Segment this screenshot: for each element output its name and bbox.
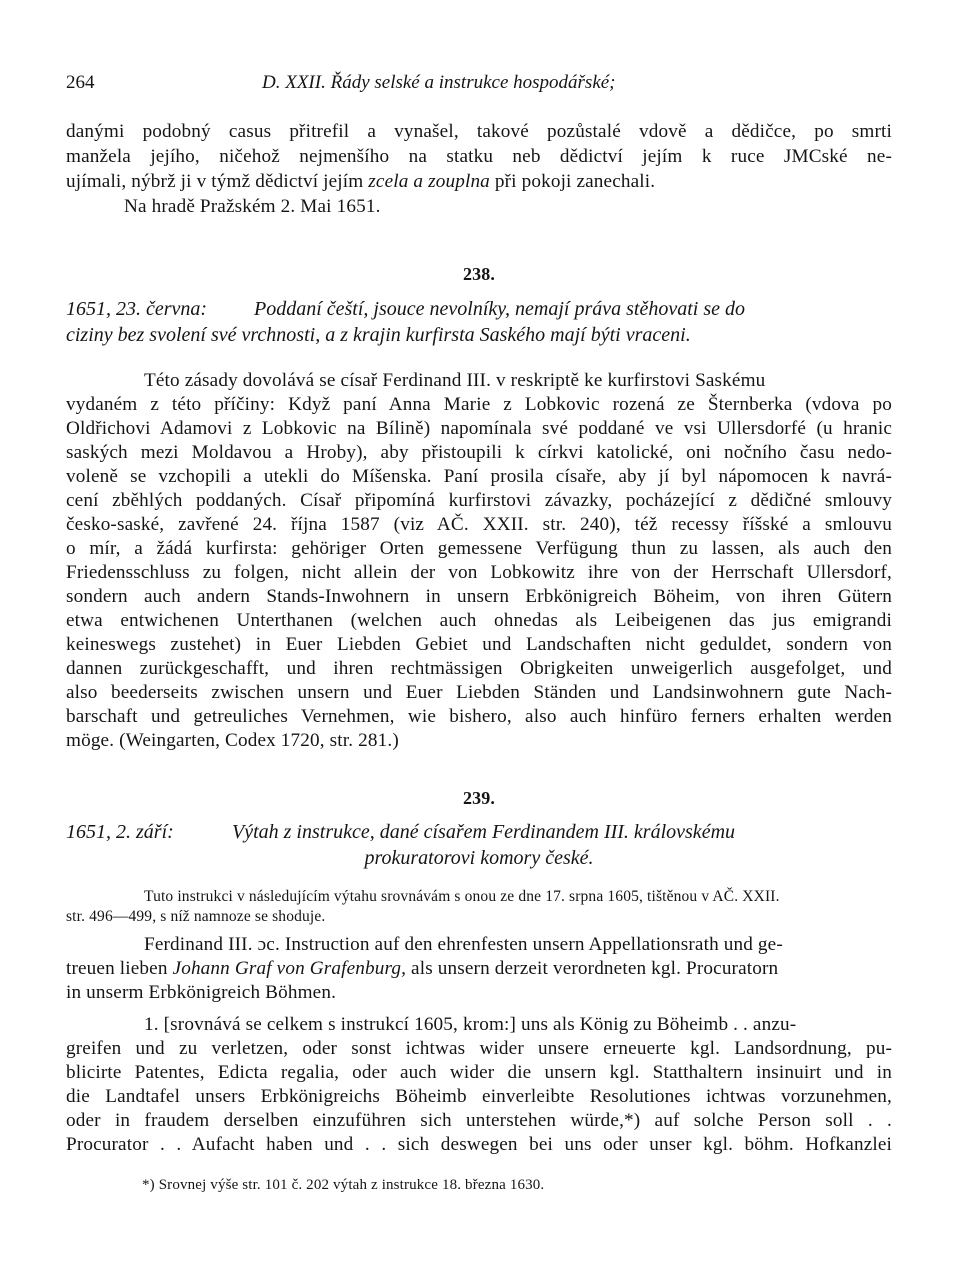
paragraph-line: oder in fraudem derselben einzuführen sich unterstehen würde,*) auf solche Person soll . . (66, 1110, 892, 1131)
paragraph-line: die Landtafel unsers Erbkönigreichs Böheimb einverleibte Resolutiones ichtwas vorzunehmen, (66, 1086, 892, 1107)
regest-title (66, 297, 892, 322)
paragraph-line: etwa entwichenen Unterthanen (welchen auch ohnedas als Leibeigenen das jus emigrandi (66, 610, 892, 631)
paragraph-line: o mír, a žádá kurfirsta: gehöriger Orten gemessene Verfügung thun zu lassen, als auch den (66, 538, 892, 559)
paragraph-line: sondern auch andern Stands-Inwohnern in unsern Erbkönigreich Böheim, von ihren Gütern (66, 586, 892, 607)
regest-title-line: Poddaní čeští, jsouce nevolníky, nemají práva stěhovati se do (254, 298, 745, 320)
regest-title-line: prokuratorovi komory české. (364, 847, 594, 869)
text-line: danými podobný casus přitrefil a vynašel, takové pozůstalé vdově a dědičce, po smrti (66, 121, 892, 142)
text-line: manžela jejího, ničehož nejmenšího na statku neb dědictví jejím k ruce JMCské ne- (66, 146, 892, 167)
paragraph-line: greifen und zu verletzen, oder sonst ichtwas wider unsere erneuerte kgl. Landsordnung, pu- (66, 1038, 892, 1059)
document-number: 238. (462, 264, 496, 284)
paragraph-line: saských mezi Moldavou a Hroby), aby přistoupili k církvi katolické, oni nočního času nedo- (66, 442, 892, 463)
paragraph-line: česko-saské, zavřené 24. října 1587 (viz AČ. XXII. str. 240), též recessy říšské a smlouvu (66, 514, 892, 535)
regest-title-line: ciziny bez svolení své vrchnosti, a z krajin kurfirsta Saského mají býti vraceni. (66, 324, 691, 346)
paragraph-line: keineswegs zustehet) in Euer Liebden Gebiet und Landschaften nicht geduldet, sondern von (66, 634, 892, 655)
place-date-line: Na hradě Pražském 2. Mai 1651. (124, 196, 381, 217)
paragraph-line: Procurator . . Aufacht haben und . . sich deswegen bei uns oder unser kgl. böhm. Hofkanzlei (66, 1134, 892, 1155)
paragraph-line: möge. (Weingarten, Codex 1720, str. 281.) (66, 730, 399, 751)
source-note-line: Tuto instrukci v následujícím výtahu srovnávám s onou ze dne 17. srpna 1605, tištěnou v AČ. XXII. (144, 888, 780, 905)
source-note-line: str. 496—499, s níž namnoze se shoduje. (66, 908, 326, 925)
regest-title (66, 820, 892, 845)
paragraph-line: barschaft und getreuliches Vernehmen, wie bishero, also auch hinfüro ferners erhalten werden (66, 706, 892, 727)
paragraph-line: Ferdinand III. ɔc. Instruction auf den ehrenfesten unsern Appellationsrath und ge- (144, 934, 783, 955)
paragraph-line: cení zběhlých poddaných. Císař připomíná kurfirstovi závazky, pocházející z dědičné smlouvy (66, 490, 892, 511)
text-line: ujímali, nýbrž ji v týmž dědictví jejím zcela a zouplna při pokoji zanechali. (66, 171, 656, 192)
regest-title-line: Výtah z instrukce, dané císařem Ferdinandem III. královskému (232, 821, 736, 843)
paragraph-line: treuen lieben Johann Graf von Grafenburg, als unsern derzeit verordneten kgl. Procuratorn (66, 958, 779, 979)
paragraph-line: voleně se vzchopili a utekli do Míšenska. Paní prosila císaře, aby jí byl nápomocen k navrá- (66, 466, 892, 487)
running-title: D. XXII. Řády selské a instrukce hospodářské; (262, 72, 616, 93)
paragraph-line: 1. [srovnává se celkem s instrukcí 1605, krom:] uns als König zu Böheimb . . anzu- (144, 1014, 797, 1035)
page-number: 264 (66, 72, 95, 93)
paragraph-line: Friedensschluss zu folgen, nicht allein der von Lobkowitz ihre von der Herrschaft Ullersdorf, (66, 562, 892, 583)
paragraph-line: dannen zurückgeschafft, und ihren rechtmässigen Obrigkeiten unweigerlich ausgefolget, und (66, 658, 892, 679)
paragraph-line: vydaném z této příčiny: Když paní Anna Marie z Lobkovic rozená ze Šternberka (vdova po (66, 394, 892, 415)
document-number: 239. (462, 788, 496, 808)
paragraph-line: in unserm Erbkönigreich Böhmen. (66, 982, 337, 1003)
page-header (66, 72, 892, 96)
paragraph-line: Této zásady dovolává se císař Ferdinand III. v reskriptě ke kurfirstovi Saskému (144, 370, 766, 391)
paragraph-line: also beederseits zwischen unsern und Euer Liebden Ständen und Landsinwohnern gute Nach- (66, 682, 892, 703)
paragraph-line: blicirte Patentes, Edicta regalia, oder auch wider die unsern kgl. Statthaltern insinuirt und in (66, 1062, 892, 1083)
regest-date: 1651, 23. června: (66, 298, 208, 320)
footnote: *) Srovnej výše str. 101 č. 202 výtah z instrukce 18. března 1630. (142, 1177, 545, 1193)
regest-date: 1651, 2. září: (66, 821, 174, 843)
paragraph-line: Oldřichovi Adamovi z Lobkovic na Bílině) napomínala své poddané ve vsi Ullersdorfé (u hranic (66, 418, 892, 439)
